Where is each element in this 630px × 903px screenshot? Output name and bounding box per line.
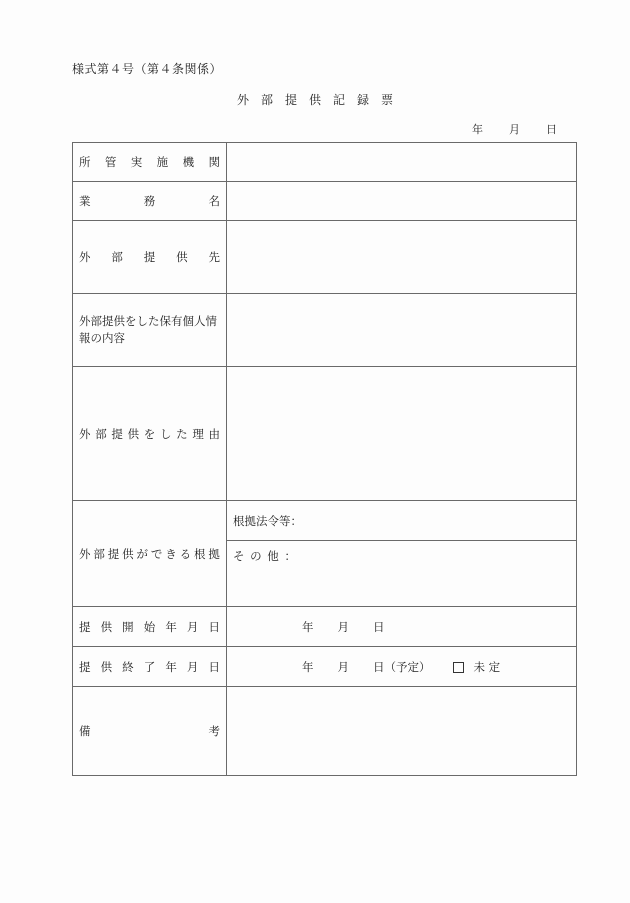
row-recipient	[73, 221, 577, 294]
record-date[interactable]: 年 月 日	[472, 123, 557, 136]
start-date-field[interactable]: 年 月 日	[227, 607, 577, 647]
info-content-field[interactable]	[227, 294, 577, 367]
row-agency	[73, 143, 577, 182]
other-basis-field[interactable]	[227, 541, 577, 607]
recipient-field[interactable]	[227, 221, 577, 294]
page-title: 外 部 提 供 記 録 票	[236, 93, 394, 107]
label-recipient: 外 部 提 供 先	[79, 250, 220, 264]
legal-basis-field[interactable]	[227, 501, 577, 541]
reason-field[interactable]	[227, 367, 577, 501]
row-task-name	[73, 182, 577, 221]
row-reason	[73, 367, 577, 501]
row-basis	[73, 501, 577, 541]
label-reason: 外 部 提 供 を し た 理 由	[79, 426, 220, 441]
row-info-content	[73, 294, 577, 367]
other-basis-label: そ の 他 ：	[233, 549, 297, 563]
agency-field[interactable]	[227, 143, 577, 182]
label-info-content: 外部提供をした保有個人情報の内容	[79, 314, 217, 345]
legal-basis-label: 根拠法令等：	[233, 513, 302, 528]
label-remarks: 備 考	[79, 724, 220, 738]
task-name-field[interactable]	[227, 182, 577, 221]
row-remarks	[73, 687, 577, 776]
end-date-field[interactable]: 年 月 日 （予定） 未 定	[227, 647, 577, 687]
row-end-date	[73, 647, 577, 687]
remarks-field[interactable]	[227, 687, 577, 776]
label-end-date: 提 供 終 了 年 月 日	[79, 659, 220, 674]
undecided-checkbox[interactable]	[453, 662, 464, 673]
undecided-option[interactable]: 未 定	[453, 659, 501, 675]
label-start-date: 提 供 開 始 年 月 日	[79, 619, 220, 634]
label-task-name: 業 務 名	[79, 194, 220, 208]
label-agency: 所 管 実 施 機 関	[79, 155, 220, 169]
row-start-date	[73, 607, 577, 647]
record-form-table	[72, 142, 577, 776]
planned-note: （予定）	[384, 659, 431, 674]
label-basis: 外 部 提 供 が で き る 根 拠	[79, 546, 220, 561]
form-number: 様式第４号（第４条関係）	[72, 62, 223, 76]
